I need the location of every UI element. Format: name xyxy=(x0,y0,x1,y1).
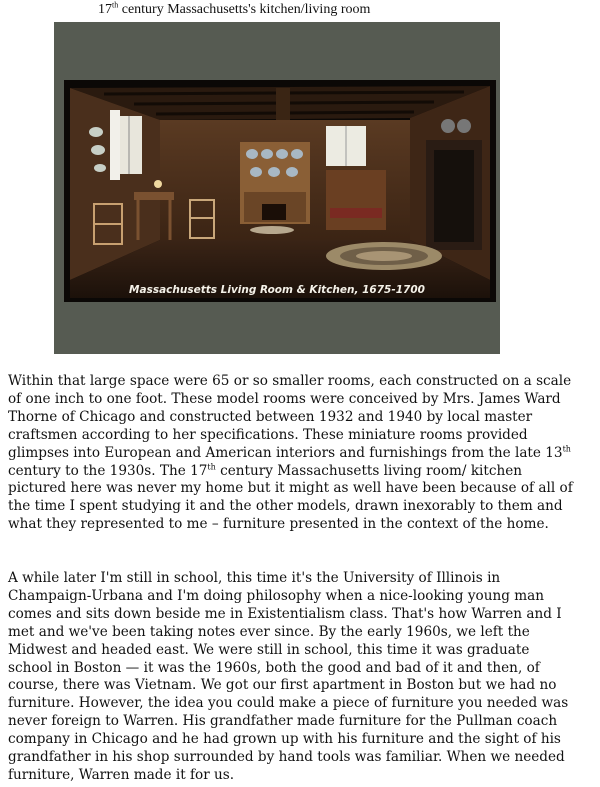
photo-title-rest: century Massachusetts's kitchen/living room xyxy=(118,2,371,17)
settle-bench xyxy=(326,170,386,230)
photo-frame xyxy=(54,22,500,354)
paragraph1-sup-a: th xyxy=(562,444,571,454)
paragraph1-text-c: century Massachusetts living room/ kitchen pictured here was never my home but it might as well have been because of all of the time I spent studying it and the other models, drawn inexorably to them and what they represented to me – furniture presented in the context of the home. xyxy=(8,462,573,533)
paragraph1-sup-b: th xyxy=(207,462,216,471)
room-illustration xyxy=(64,80,496,302)
miniature-room-photo xyxy=(64,80,496,302)
photo-caption: Massachusetts Living Room & Kitchen, 1675-1700 xyxy=(129,284,425,296)
ceiling-beam xyxy=(276,88,290,122)
paragraph1-text-a: Within that large space were 65 or so smaller rooms, each constructed on a scale of one inch to one foot. These model rooms were conceived by Mrs. James Ward Thorne of Chicago and constructed between 1932 and 1940 by local master craftsmen according to her specifications. These miniature rooms provided glimpses into European and American interiors and furnishings from the late 13 xyxy=(8,373,572,461)
photo-title-superscript: th xyxy=(112,0,119,10)
paragraph-thorne-rooms xyxy=(8,373,574,534)
photo-title xyxy=(98,2,428,18)
paragraph-warren: A while later I'm still in school, this time it's the University of Illinois in Champaign-Urbana and I'm doing philosophy when a nice-looking young man comes and sits down beside me in Existentialism class. That's how Warren and I met and we've been taking notes ever since. By the early 1960s, we left the Midwest and headed east. We were still in school, this time it was graduate school in Boston — it was the 1960s, both the good and bad of it and then, of course, there was Vietnam. We got our first apartment in Boston but we had no furniture. However, the idea you could make a piece of furniture you needed was never foreign to Warren. His grandfather made furniture for the Pullman coach company in Chicago and he had grown up with his furniture and the sight of his grandfather in his shop surrounded by hand tools was familiar. When we needed furniture, Warren made it for us. xyxy=(8,570,569,783)
paragraph1-text-b: century to the 1930s. The 17 xyxy=(8,462,208,479)
photo-title-number: 17 xyxy=(98,2,112,17)
